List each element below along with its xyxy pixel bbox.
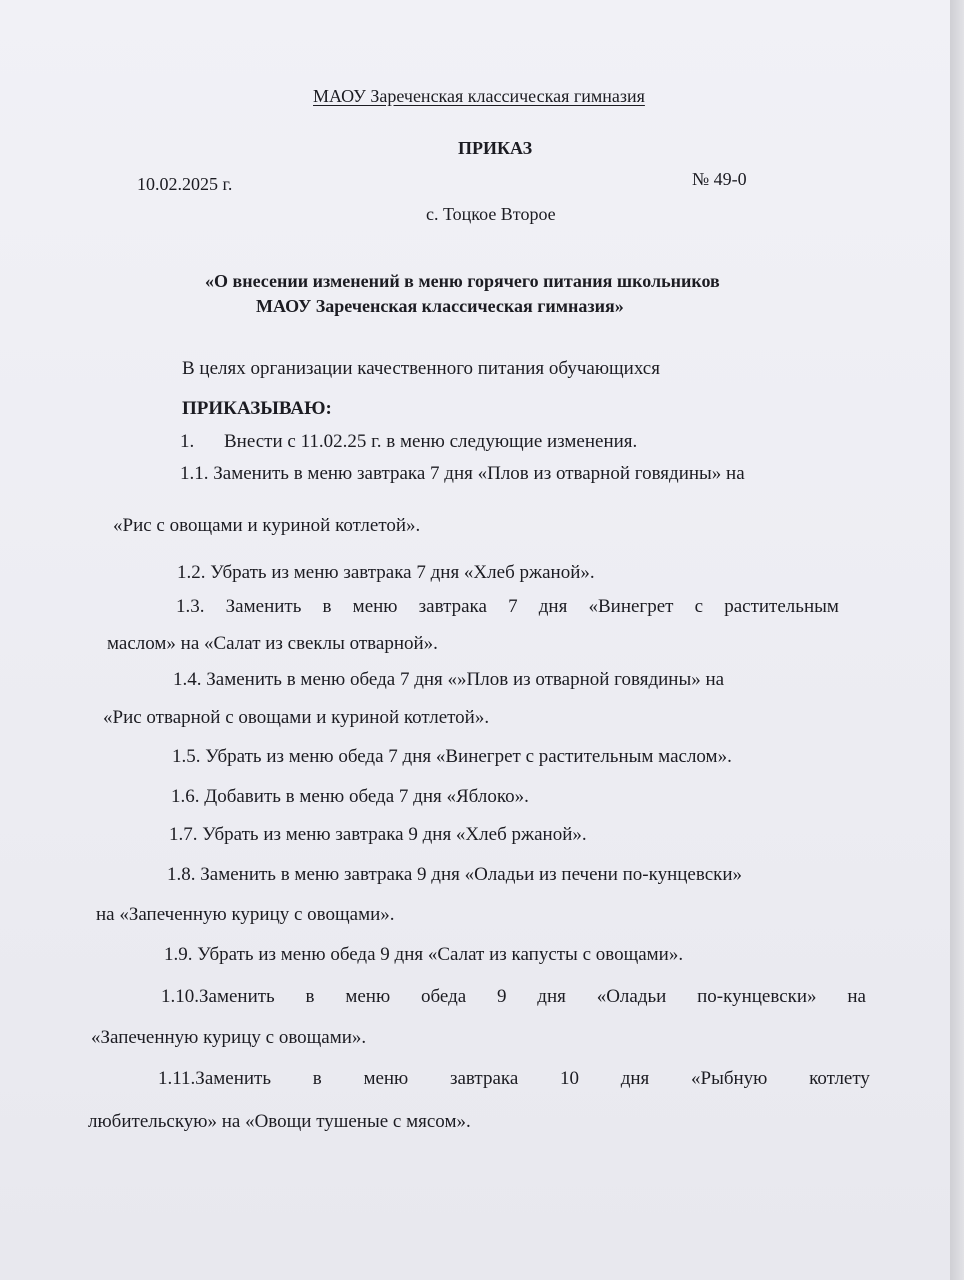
word: завтрака bbox=[418, 596, 487, 617]
word: 1.10.Заменить bbox=[161, 986, 275, 1007]
item-1-8-line2: на «Запеченную курицу с овощами». bbox=[96, 904, 395, 925]
item-1-11-line2: любительскую» на «Овощи тушеные с мясом». bbox=[88, 1111, 471, 1132]
item-1-7: 1.7. Убрать из меню завтрака 9 дня «Хлеб ржаной». bbox=[169, 824, 587, 845]
item-1-text: Внести с 11.02.25 г. в меню следующие изменения. bbox=[224, 431, 638, 452]
word: в bbox=[312, 1068, 322, 1089]
organization-name: МАОУ Зареченская классическая гимназия bbox=[313, 86, 645, 106]
item-1-4-line2: «Рис отварной с овощами и куриной котлетой». bbox=[103, 707, 490, 728]
word: дня bbox=[620, 1068, 650, 1089]
word: котлету bbox=[809, 1068, 870, 1089]
word: в bbox=[305, 986, 315, 1007]
word: меню bbox=[363, 1068, 409, 1089]
order-title-line1: «О внесении изменений в меню горячего питания школьников bbox=[205, 271, 720, 291]
word: в bbox=[322, 596, 332, 617]
word: дня bbox=[538, 596, 568, 617]
order-number: № 49-0 bbox=[692, 169, 747, 189]
word: 10 bbox=[559, 1068, 579, 1089]
item-1-3-line1 bbox=[176, 596, 839, 618]
item-1-1-line2: «Рис с овощами и куриной котлетой». bbox=[113, 515, 421, 536]
order-word: ПРИКАЗЫВАЮ: bbox=[182, 398, 332, 419]
word: «Винегрет bbox=[588, 596, 674, 617]
item-1-number: 1. bbox=[180, 431, 195, 452]
order-date: 10.02.2025 г. bbox=[137, 174, 233, 194]
document-type: ПРИКАЗ bbox=[458, 138, 533, 158]
item-1-2: 1.2. Убрать из меню завтрака 7 дня «Хлеб ржаной». bbox=[177, 562, 595, 583]
item-1-9: 1.9. Убрать из меню обеда 9 дня «Салат из капусты с овощами». bbox=[164, 944, 684, 965]
word: 9 bbox=[496, 986, 507, 1007]
item-1-10-line1 bbox=[161, 986, 866, 1008]
word: 1.3. bbox=[176, 596, 205, 617]
word: растительным bbox=[724, 596, 839, 617]
item-1-8-line1: 1.8. Заменить в меню завтрака 9 дня «Оладьи из печени по-кунцевски» bbox=[167, 864, 743, 885]
word: завтрака bbox=[449, 1068, 519, 1089]
item-1-11-line1 bbox=[158, 1068, 870, 1090]
intro-text: В целях организации качественного питания обучающихся bbox=[182, 358, 660, 379]
word: «Рыбную bbox=[691, 1068, 768, 1089]
item-1-1-line1: 1.1. Заменить в меню завтрака 7 дня «Плов из отварной говядины» на bbox=[180, 463, 745, 484]
word: 1.11.Заменить bbox=[158, 1068, 272, 1089]
order-title-line2: МАОУ Зареченская классическая гимназия» bbox=[256, 296, 624, 316]
word: 7 bbox=[508, 596, 518, 617]
word: на bbox=[847, 986, 866, 1007]
background-edge bbox=[950, 0, 964, 1280]
word: с bbox=[694, 596, 704, 617]
word: меню bbox=[352, 596, 398, 617]
word: Заменить bbox=[225, 596, 302, 617]
word: меню bbox=[345, 986, 391, 1007]
word: дня bbox=[537, 986, 566, 1007]
item-1-4-line1: 1.4. Заменить в меню обеда 7 дня «»Плов из отварной говядины» на bbox=[173, 669, 725, 690]
word: по-кунцевски» bbox=[697, 986, 817, 1007]
word: «Оладьи bbox=[596, 986, 667, 1007]
word: обеда bbox=[420, 986, 467, 1007]
item-1-5: 1.5. Убрать из меню обеда 7 дня «Винегрет с растительным маслом». bbox=[172, 746, 732, 767]
item-1-10-line2: «Запеченную курицу с овощами». bbox=[91, 1027, 367, 1048]
item-1-6: 1.6. Добавить в меню обеда 7 дня «Яблоко». bbox=[171, 786, 529, 807]
item-1-3-line2: маслом» на «Салат из свеклы отварной». bbox=[107, 633, 438, 654]
order-place: с. Тоцкое Второе bbox=[426, 204, 556, 224]
